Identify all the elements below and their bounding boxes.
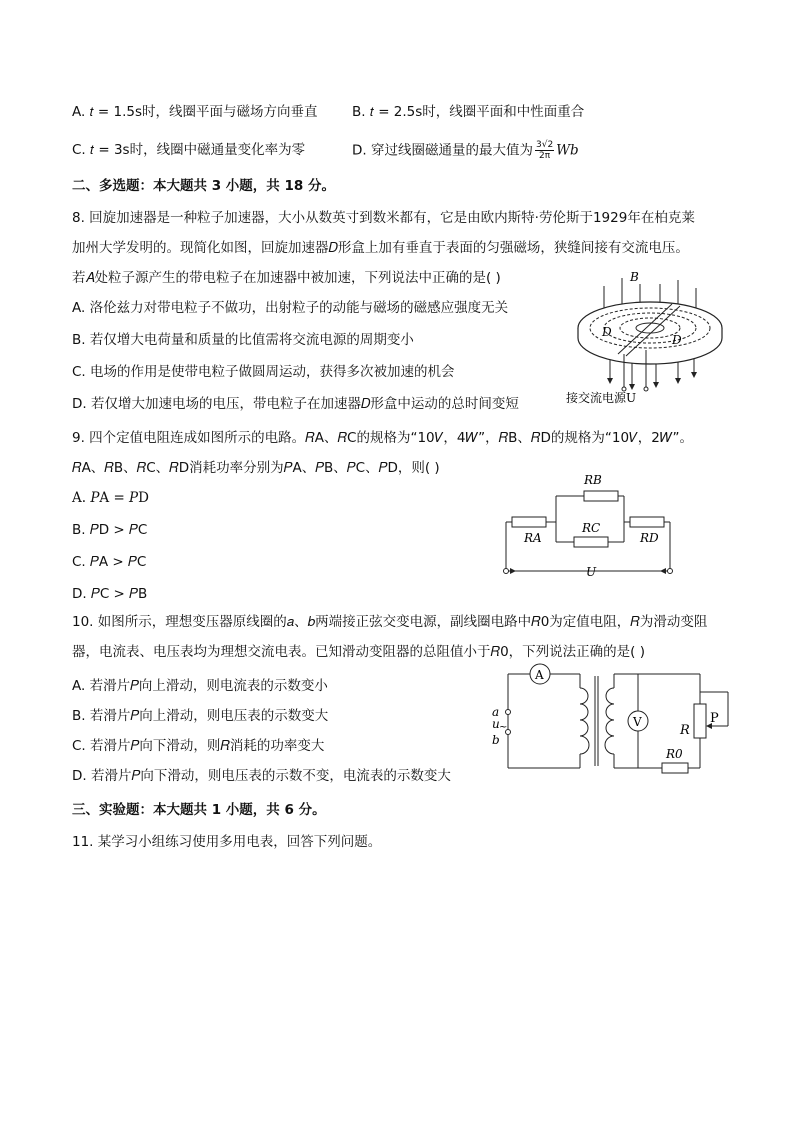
q8-option-a: A. 洛伦兹力对带电粒子不做功，出射粒子的动能与磁场的磁感应强度无关 <box>72 300 509 316</box>
q9-label-rb: RB <box>584 473 602 487</box>
q7-unit: Wb <box>556 142 579 159</box>
q10-circuit-figure <box>488 662 748 774</box>
q10-label-r0: R0 <box>666 747 683 761</box>
cyclotron-figure <box>560 270 720 410</box>
q9-label-rc: RC <box>582 521 601 535</box>
q10-option-c: C. 若滑片𝑃向下滑动，则𝑅消耗的功率变大 <box>72 738 325 754</box>
q9-option-a: A. 𝑃A = 𝑃D <box>72 490 149 506</box>
q8-option-c: C. 电场的作用是使带电粒子做圆周运动，获得多次被加速的机会 <box>72 364 455 380</box>
q10-label-a: a <box>492 705 500 719</box>
q10-ammeter-label: A <box>535 668 544 682</box>
q9-label-ra: RA <box>524 531 542 545</box>
section2-title: 二、多选题：本大题共 3 小题，共 18 分。 <box>72 178 335 194</box>
q10-option-b: B. 若滑片𝑃向上滑动，则电压表的示数变大 <box>72 708 329 724</box>
q9-label-rd: RD <box>640 531 659 545</box>
q9-option-b: B. 𝑃D > 𝑃C <box>72 522 148 538</box>
q10-label-r: R <box>680 723 690 738</box>
q10-stem-line1: 10. 如图所示，理想变压器原线圈的𝑎、𝑏两端接正弦交变电源，副线圈电路中𝑅0为定值电阻，𝑅为滑动变阻 <box>72 614 708 630</box>
q7-fraction-denominator: 2π <box>539 151 551 161</box>
q10-label-p: P <box>710 711 719 726</box>
cyclotron-label-b: B <box>630 270 639 284</box>
q10-option-d: D. 若滑片𝑃向下滑动，则电压表的示数不变，电流表的示数变大 <box>72 768 451 784</box>
q10-label-b: b <box>492 733 500 747</box>
q7-option-a: A. 𝑡 = 1.5s时，线圈平面与磁场方向垂直 <box>72 104 318 120</box>
q8-stem-line2: 加州大学发明的。现简化如图，回旋加速器𝐷形盒上加有垂直于表面的匀强磁场，狭缝间接有交流电压。 <box>72 240 689 256</box>
q9-stem-line2: 𝑅A、𝑅B、𝑅C、𝑅D消耗功率分别为𝑃A、𝑃B、𝑃C、𝑃D，则( ) <box>72 460 440 476</box>
cyclotron-label-d-left: D <box>602 325 612 339</box>
q7-option-d-prefix: D. 穿过线圈磁通量的最大值为 <box>352 142 533 159</box>
q10-label-u: u <box>492 717 500 731</box>
q10-stem-line2: 器，电流表、电压表均为理想交流电表。已知滑动变阻器的总阻值小于𝑅0，下列说法正确的是( ) <box>72 644 645 660</box>
q9-stem-line1: 9. 四个定值电阻连成如图所示的电路。𝑅A、𝑅C的规格为“10𝑉，4𝑊”，𝑅B、𝑅D的规格为“10𝑉，2𝑊”。 <box>72 430 693 446</box>
q7-fraction <box>535 140 554 161</box>
q8-option-d: D. 若仅增大加速电场的电压，带电粒子在加速器𝐷形盒中运动的总时间变短 <box>72 396 519 412</box>
cyclotron-caption: 接交流电源U <box>566 391 637 405</box>
q8-stem-line1: 8. 回旋加速器是一种粒子加速器，大小从数英寸到数米都有，它是由欧内斯特·劳伦斯于1929年在柏克莱 <box>72 210 695 226</box>
cyclotron-label-d-right: D <box>672 333 682 347</box>
q9-option-d: D. 𝑃C > 𝑃B <box>72 586 148 602</box>
section3-title: 三、实验题：本大题共 1 小题，共 6 分。 <box>72 802 326 818</box>
q9-circuit-figure <box>500 470 680 582</box>
q7-option-c: C. 𝑡 = 3s时，线圈中磁通量变化率为零 <box>72 142 306 158</box>
q9-option-c: C. 𝑃A > 𝑃C <box>72 554 147 570</box>
q7-fraction-numerator: 3√2 <box>535 140 554 150</box>
q9-label-u: U <box>586 565 597 579</box>
q11-stem: 11. 某学习小组练习使用多用电表，回答下列问题。 <box>72 834 382 850</box>
q8-option-b: B. 若仅增大电荷量和质量的比值需将交流电源的周期变小 <box>72 332 414 348</box>
q10-ac-symbol: ~ <box>499 722 508 733</box>
q7-option-d <box>352 140 579 161</box>
q10-option-a: A. 若滑片𝑃向上滑动，则电流表的示数变小 <box>72 678 328 694</box>
q7-option-b: B. 𝑡 = 2.5s时，线圈平面和中性面重合 <box>352 104 585 120</box>
q8-stem-line3: 若𝐴处粒子源产生的带电粒子在加速器中被加速，下列说法中正确的是( ) <box>72 270 501 286</box>
q10-voltmeter-label: V <box>633 715 642 729</box>
